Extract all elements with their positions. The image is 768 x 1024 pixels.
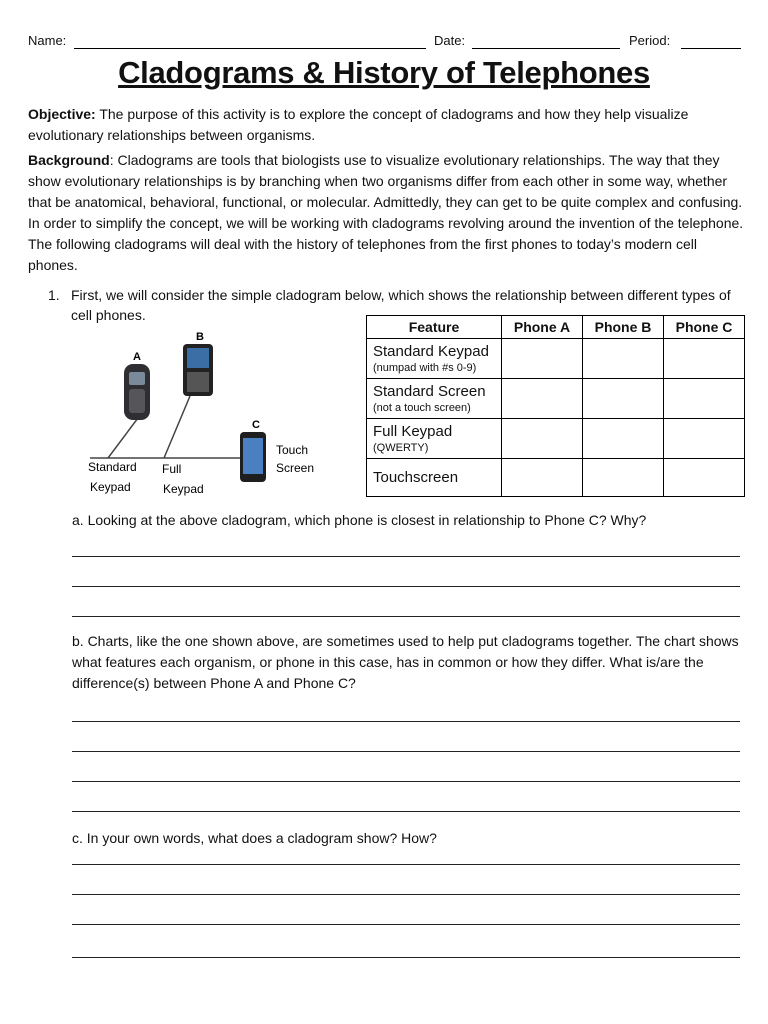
feature-cell [367, 459, 502, 497]
table-row [367, 379, 745, 419]
question-a-text: a. Looking at the above cladogram, which phone is closest in relationship to Phone C? Why? [72, 512, 647, 528]
feature-note: (numpad with #s 0-9) [373, 361, 477, 374]
label-c: C [252, 419, 260, 431]
feature-name: Touchscreen [373, 468, 459, 486]
cladogram-diagram [80, 328, 330, 500]
student-info-header [28, 33, 740, 51]
name-field[interactable] [74, 48, 426, 49]
name-label: Name: [28, 33, 67, 48]
branch-phone-b [164, 396, 190, 458]
cell-phone-b[interactable] [583, 379, 664, 419]
answer-line[interactable] [72, 586, 740, 587]
cell-phone-b[interactable] [583, 459, 664, 497]
objective-paragraph [28, 104, 744, 146]
date-field[interactable] [472, 48, 620, 49]
answer-line[interactable] [72, 616, 740, 617]
cell-phone-a[interactable] [502, 459, 583, 497]
answer-line[interactable] [72, 721, 740, 722]
header-phone-a: Phone A [502, 316, 583, 339]
question-c-text: c. In your own words, what does a cladogram show? How? [72, 830, 437, 846]
label-full: Full [162, 462, 182, 476]
answer-line[interactable] [72, 781, 740, 782]
answer-line[interactable] [72, 811, 740, 812]
feature-name: Standard Screen [373, 382, 486, 400]
label-a: A [133, 351, 141, 363]
background-label: Background [28, 152, 110, 168]
label-touch: Touch [276, 443, 309, 457]
feature-table [366, 315, 745, 497]
question-b-text: b. Charts, like the one shown above, are sometimes used to help put cladograms together. The chart shows what features each organism, or phone in this case, has in common or how they differ. What is/are the difference(s) between Phone A and Phone C? [72, 633, 739, 691]
answer-line[interactable] [72, 864, 740, 865]
cell-phone-c[interactable] [664, 459, 745, 497]
answer-line[interactable] [72, 556, 740, 557]
table-row [367, 339, 745, 379]
label-keypad: Keypad [90, 480, 131, 494]
background-text: : Cladograms are tools that biologists use to visualize evolutionary relationships. The way that they show evolutionary relationships is by branching when two organisms differ from each other in some way, whether that be anatomical, behavioral, functional, or molecular. Admittedly, they can get to be quite complex and confusing. In order to simplify the concept, we will be working with cladograms revolving around the invention of the telephone. The following cladograms will deal with the history of telephones from the first phones to today’s modern cell phones. [28, 152, 744, 273]
table-row [367, 419, 745, 459]
cell-phone-b[interactable] [583, 419, 664, 459]
phone-a-icon [124, 364, 150, 420]
header-phone-b: Phone B [583, 316, 664, 339]
date-label: Date: [434, 33, 466, 48]
header-feature: Feature [367, 316, 502, 339]
cell-phone-c[interactable] [664, 419, 745, 459]
cell-phone-a[interactable] [502, 339, 583, 379]
feature-name: Standard Keypad [373, 342, 489, 360]
phone-c-icon [240, 432, 266, 482]
label-keypad-2: Keypad [163, 482, 204, 496]
period-field[interactable] [681, 48, 741, 49]
answer-line[interactable] [72, 957, 740, 958]
cell-phone-a[interactable] [502, 419, 583, 459]
header-phone-c: Phone C [664, 316, 745, 339]
label-screen: Screen [276, 461, 315, 475]
objective-text: The purpose of this activity is to explore the concept of cladograms and how they help visualize evolutionary relationships between organisms. [28, 106, 689, 143]
feature-name: Full Keypad [373, 422, 453, 440]
feature-note: (QWERTY) [373, 441, 429, 454]
label-b: B [196, 331, 204, 343]
cell-phone-c[interactable] [664, 339, 745, 379]
phone-b-icon [183, 344, 213, 396]
cell-phone-c[interactable] [664, 379, 745, 419]
background-paragraph [28, 150, 744, 276]
label-standard: Standard [88, 460, 137, 474]
feature-cell [367, 339, 502, 379]
question-1-number: 1. [48, 287, 60, 303]
question-1-text: First, we will consider the simple cladogram below, which shows the relationship between different types of cell phones. [71, 287, 731, 323]
cell-phone-a[interactable] [502, 379, 583, 419]
feature-cell [367, 379, 502, 419]
table-header-row [367, 316, 745, 339]
answer-line[interactable] [72, 751, 740, 752]
objective-label: Objective: [28, 106, 96, 122]
table-row [367, 459, 745, 497]
page-title: Cladograms & History of Telephones [118, 55, 650, 90]
cell-phone-b[interactable] [583, 339, 664, 379]
answer-line[interactable] [72, 924, 740, 925]
feature-note: (not a touch screen) [373, 401, 471, 414]
period-label: Period: [629, 33, 671, 48]
branch-phone-a [108, 418, 138, 458]
feature-cell [367, 419, 502, 459]
answer-line[interactable] [72, 894, 740, 895]
